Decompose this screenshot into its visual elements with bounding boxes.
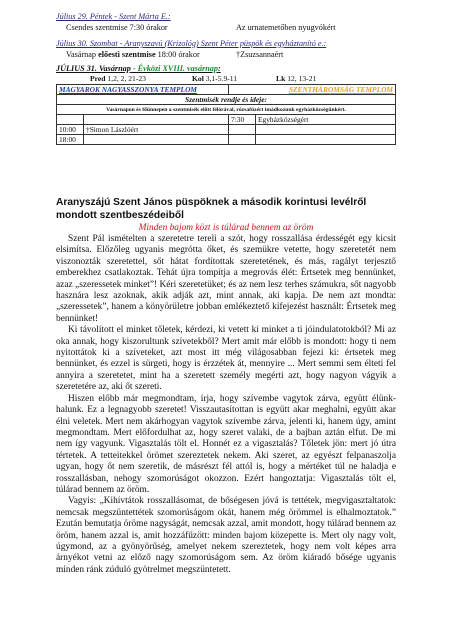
left-time-cell <box>57 115 84 125</box>
announcement-title <box>56 12 396 23</box>
table-row <box>57 85 396 95</box>
left-intention-cell <box>84 135 229 145</box>
sunday-readings <box>56 74 396 83</box>
article-paragraph: Vagyis: „Kihívtátok rosszallásomat, de bőségesen jóvá is tettétek, megvigasztaltatok: nemcsak megszüntettétek szomorúságom okát, hanem még örömmel is elhalmoztatok.” Ezután bemutatja öröme nagyságát, nemcsak azzal, amit mondott, hogy túlárad bennem az öröm, hanem azzal is, amit hozzáfűzött: minden bajom közepette is. Mert oly nagy volt, úgymond, az a gyönyörűség, amelyet nekem szereztetek, hogy nem volt képes arra árnyékot vetni az előző nagy szomorúságom sem. Az öröm kiáradó bősége ugyanis minden ránk zúduló gyötrelmet megszüntetett. <box>56 496 396 575</box>
reading-1: Pred 1,2, 2, 21-23 <box>90 74 146 83</box>
church-right-header: SZENTHÁROMSÁG TEMPLOM <box>229 85 396 95</box>
article-paragraph: Ki távolított el minket tőletek, kérdezi, ki vetett ki minket a ti jóindulatotokból? Mi az oka annak, hogy kiszorultunk szívetekből? Mert amit már előbb is mondott: hogy ti nem nyitottátok ki a szíveteket, azt most itt még világosabban fejezi ki: értsetek meg bennünket, és ezzel is sürgeti, hogy is érzzétek át, mennyire ... Mert semmi sem élteti fel annyira a szeretetet, mint ha a szeretett személy megérti azt, hogy nagyon vágyik a szeretetére az, aki őt szereti. <box>56 325 396 393</box>
article-paragraph: Hiszen előbb már megmondtam, írja, hogy szívembe vagytok zárva, együtt élünk-halunk. Ez a legnagyobb szeretet! Visszautasítottan is együtt akar meghalni, együtt akar élni veletek. Mert nem akárhogyan vagytok szívembe zárva, jelenti ki, hanem úgy, amint megmondtam. Mert előfordulhat az, hogy szeret valaki, de a bajban aztán elfut. De mi nem így vagyunk. Vigasztalás tölt el. Honnét ez a vigasztalás? Tőletek jön: mert jó útra tértetek. A tetteitekkel örömet szereztetek nekem. Aki szeret, az egyészt felpanaszolja ugyan, hogy őt nem szeretik, de másrészt fél attól is, hogy a mértéket túl ne haladja e rosszallásban, nehogy szomorúságot okozzon. Ezért hangoztatja: Vigasztalás tölt el, túlárad bennem az öröm. <box>56 393 396 495</box>
church-left-header: MAGYAROK NAGYASSZONYA TEMPLOM <box>57 85 229 95</box>
mass-description: Csendes szentmise 7:30 órakor <box>66 22 168 32</box>
mass-description: Vasárnap előesti szentmise 18:00 órakor <box>66 49 200 59</box>
right-time-cell <box>229 135 256 145</box>
right-intention-cell <box>256 135 396 145</box>
schedule-order-label: Szentmisék rendje és ideje: <box>57 95 396 105</box>
table-row <box>57 95 396 105</box>
announcement-feast: - Aranyszavú (Krizológ) Szent Péter püspök és egyháztanító e.: <box>117 39 327 48</box>
schedule-note: Vasárnapon és főünnepen a szentmisék előtt félórával, rózsafüzért imádkozunk egyházközségünkért. <box>57 105 396 115</box>
article <box>56 197 396 576</box>
announcement-mass-row <box>56 23 396 34</box>
table-row <box>57 115 396 125</box>
reading-3: Lk 12, 13-21 <box>276 74 317 83</box>
reading-2: Kol 3,1-5.9-11 <box>192 74 238 83</box>
article-title: Aranyszájú Szent János püspöknek a második korintusi levélről mondott szentbeszédeiből <box>56 197 367 221</box>
article-subtitle: Minden bajom közt is túlárad bennem az öröm <box>138 223 314 233</box>
sunday-heading <box>56 64 396 74</box>
left-time-cell: 10:00 <box>57 125 84 135</box>
right-intention-cell <box>256 125 396 135</box>
announcement-date: Július 30. Szombat <box>56 39 118 48</box>
article-paragraph: Szent Pál ismételten a szeretetre tereli a szót, hogy rosszallása érdességét egy kicsit elsimítsa. Előzőleg ugyanis megrótta őket, és szemükre vetette, hogy szeretetét nem viszonozták szeretettel, sőt hátat fordítottak szeretetének, és más, ragályt terjesztő emberekhez csatlakoztak. Tehát újra tompítja a megrovás élét: Értsetek meg bennünket, azaz „szeressetek minket”! Kéri szeretetüket; és az nem lesz terhes számukra, sőt nagyobb hasznára lesz azoknak, akik adják azt, mint annak, aki kapja. De nem azt mondta: „szeressetek”, hanem a könyörületre jobban emlékeztető kifejezést használt: Értsetek meg bennünket! <box>56 234 396 324</box>
announcement-title <box>56 39 396 50</box>
sunday-title: JÚLIUS 31. Vasárnap - Évközi XVIII. vasárnap: <box>56 64 221 73</box>
announcement-saturday <box>56 39 396 60</box>
left-intention-cell: †Simon Lászlóért <box>84 125 229 135</box>
announcement-feast: - Szent Márta E.: <box>112 12 171 21</box>
table-row <box>57 135 396 145</box>
left-intention-cell <box>84 115 229 125</box>
mass-schedule-table <box>56 84 396 145</box>
announcement-friday <box>56 12 396 33</box>
mass-intention: Az urnatemetőben nyugvókért <box>236 22 336 32</box>
announcement-mass-row <box>56 50 396 61</box>
parish-bulletin <box>56 12 396 145</box>
announcement-date: Július 29. Péntek <box>56 12 113 21</box>
right-intention-cell: Egyházközségért <box>256 115 396 125</box>
right-time-cell: 7:30 <box>229 115 256 125</box>
left-time-cell: 18:00 <box>57 135 84 145</box>
mass-intention: †Zsuzsannaért <box>236 49 284 59</box>
right-time-cell <box>229 125 256 135</box>
table-row <box>57 105 396 115</box>
table-row <box>57 125 396 135</box>
